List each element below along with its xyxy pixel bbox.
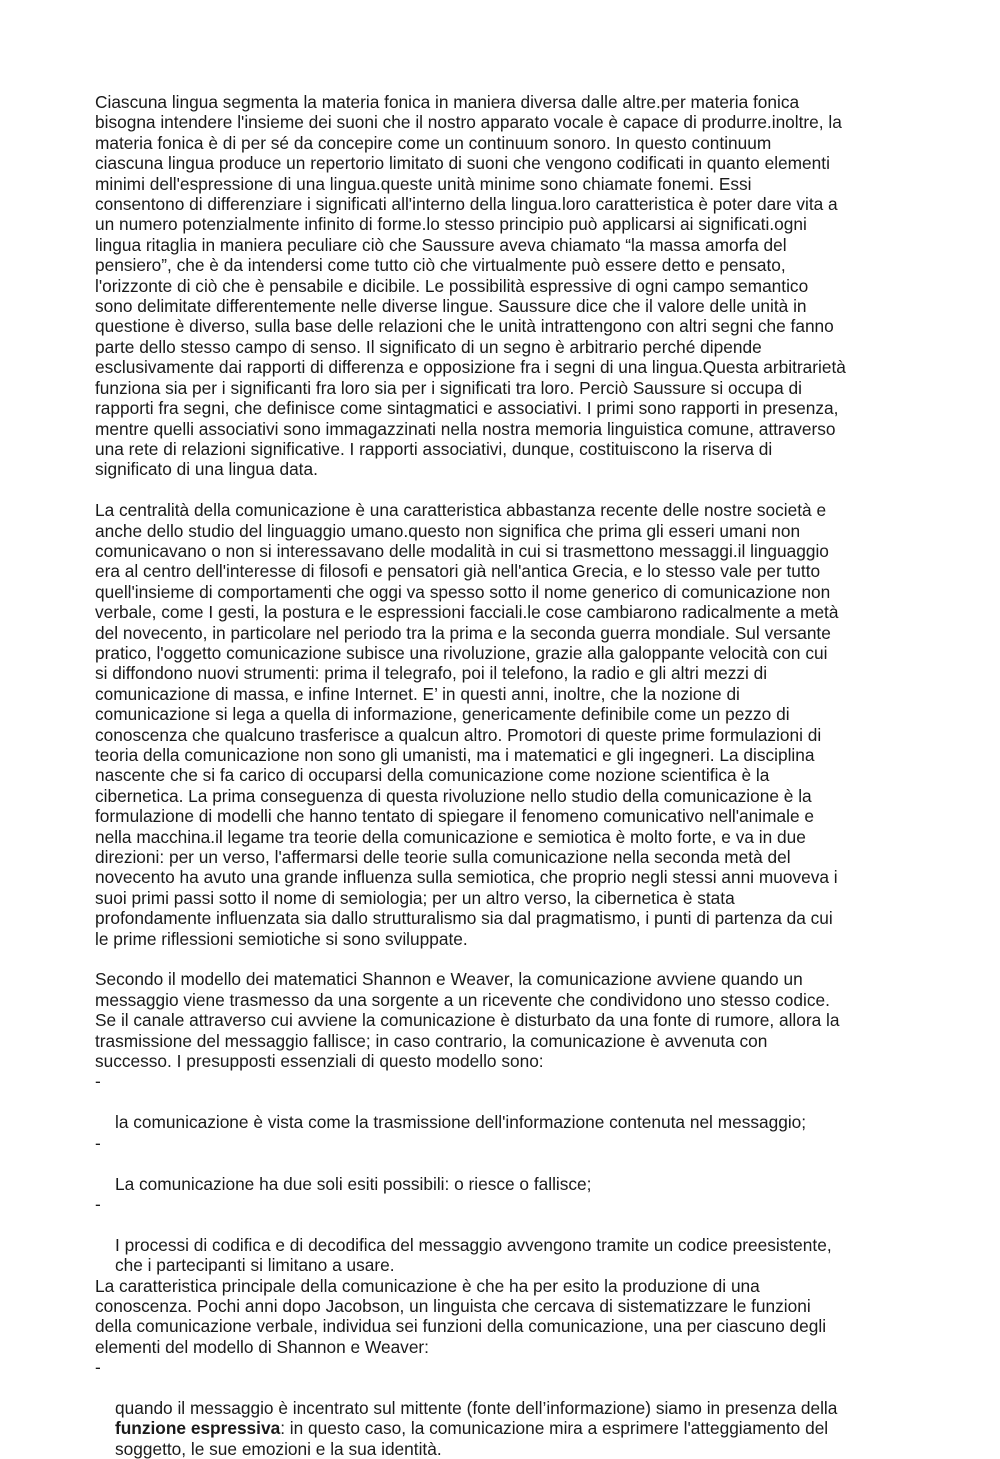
paragraph-gap xyxy=(95,480,907,500)
dash-bullet: - xyxy=(95,1071,101,1092)
paragraph-saussure: Ciascuna lingua segmenta la materia fonica in maniera diversa dalle altre.per materia fonica bisogna intendere l'insieme dei suoni che il nostro apparato vocale è capace di produrre.inoltre, la materia fonica è di per sé da concepire come un continuum sonoro. In questo continuum ciascuna lingua produce un repertorio limitato di suoni che vengono codificati in quanto elementi minimi dell'espressione di una lingua.queste unità minime sono chiamate fonemi. Essi consentono di differenziare i significati all'interno della lingua.loro caratteristica è poter dare vita a un numero potenzialmente infinito di forme.lo stesso principio può applicarsi ai significati.ogni lingua ritaglia in maniera peculiare ciò che Saussure aveva chiamato “la massa amorfa del pensiero”, che è da intendersi come tutto ciò che virtualmente può essere detto e pensato, l'orizzonte di ciò che è pensabile e dicibile. Le possibilità espressive di ogni campo semantico sono delimitate differentemente nelle diverse lingue. Saussure dice che il valore delle unità in questione è diverso, sulla base delle relazioni che le unità intrattengono con altri segni che fanno parte dello stesso campo di senso. Il significato di un segno è arbitrario perché dipende esclusivamente dai rapporti di differenza e opposizione fra i segni di una lingua.Questa arbitrarietà funziona sia per i significanti fra loro sia per i significati tra loro. Perciò Saussure si occupa di rapporti fra segni, che definisce come sintagmatici e associativi. I primi sono rapporti in presenza, mentre quelli associativi sono immagazzinati nella nostra memoria linguistica comune, attraverso una rete di relazioni significative. I rapporti associativi, dunque, costituiscono la riserva di significato di una lingua data. xyxy=(95,92,846,480)
list-item xyxy=(95,1194,907,1276)
paragraph-jacobson: La caratteristica principale della comunicazione è che ha per esito la produzione di una conoscenza. Pochi anni dopo Jacobson, un linguista che cercava di sistematizzare le funzioni della comunicazione verbale, individua sei funzioni della comunicazione, una per ciascuno degli elementi del modello di Shannon e Weaver: xyxy=(95,1275,827,1357)
assumptions-list xyxy=(95,1071,907,1275)
paragraph-shannon-weaver: Secondo il modello dei matematici Shannon e Weaver, la comunicazione avviene quando un messaggio viene trasmesso da una sorgente a un ricevente che condividono uno stesso codice. Se il canale attraverso cui avviene la comunicazione è disturbato da una fonte di rumore, allora la trasmissione del messaggio fallisce; in caso contrario, la comunicazione è avvenuta con successo. I presupposti essenziali di questo modello sono: xyxy=(95,969,840,1072)
paragraph-gap xyxy=(95,949,907,969)
bold-term: funzione espressiva xyxy=(115,1418,281,1439)
list-item-text: la comunicazione è vista come la trasmissione dell'informazione contenuta nel messaggio; xyxy=(115,1112,807,1133)
list-item-text: I processi di codifica e di decodifica del messaggio avvengono tramite un codice preesistente, che i partecipanti si limitano a usare. xyxy=(115,1234,832,1276)
document-page xyxy=(95,92,907,1459)
list-item xyxy=(95,1357,907,1459)
functions-list xyxy=(95,1357,907,1459)
dash-bullet: - xyxy=(95,1132,101,1153)
list-item xyxy=(95,1071,907,1132)
dash-bullet: - xyxy=(95,1357,101,1378)
list-item-text-before: quando il messaggio è incentrato sul mittente (fonte dell’informazione) siamo in presenza della xyxy=(115,1397,838,1418)
list-item-text-after: : in questo caso, la comunicazione mira a esprimere l'atteggiamento del soggetto, le sue emozioni e la sua identità. xyxy=(115,1418,829,1459)
list-item-text: La comunicazione ha due soli esiti possibili: o riesce o fallisce; xyxy=(115,1173,592,1194)
paragraph-communication: La centralità della comunicazione è una caratteristica abbastanza recente delle nostre società e anche dello studio del linguaggio umano.questo non significa che prima gli esseri umani non comunicavano o non si interessavano delle modalità in cui si trasmettono messaggi.il linguaggio era al centro dell'interesse di filosofi e pensatori già nell'antica Grecia, e lo stesso vale per tutto quell'insieme di comportamenti che oggi va spesso sotto il nome generico di comunicazione non verbale, come I gesti, la postura e le espressioni facciali.le cose cambiarono radicalmente a metà del novecento, in particolare nel periodo tra la prima e la seconda guerra mondiale. Sul versante pratico, l'oggetto comunicazione subisce una rivoluzione, grazie alla galoppante velocità con cui si diffondono nuovi strumenti: prima il telegrafo, poi il telefono, la radio e gli altri mezzi di comunicazione di massa, e infine Internet. E’ in questi anni, inoltre, che la nozione di comunicazione si lega a quella di informazione, genericamente definibile come un pezzo di conoscenza che qualcuno trasferisce a qualcun altro. Promotori di queste prime formulazioni di teoria della comunicazione non sono gli umanisti, ma i matematici e gli ingegneri. La disciplina nascente che si fa carico di occuparsi della comunicazione come nozione scientifica è la cibernetica. La prima conseguenza di questa rivoluzione nello studio della comunicazione è la formulazione di modelli che hanno tentato di spiegare il fenomeno comunicativo nell'animale e nella macchina.il legame tra teorie della comunicazione e semiotica è molto forte, e va in due direzioni: per un verso, l'affermarsi delle teorie sulla comunicazione nella seconda metà del novecento ha avuto una grande influenza sulla semiotica, che proprio negli stessi anni muoveva i suoi primi passi sotto il nome di semiologia; per un altro verso, la cibernetica è stata profondamente influenzata sia dallo strutturalismo sia dal pragmatismo, i punti di partenza da cui le prime riflessioni semiotiche si sono sviluppate. xyxy=(95,500,839,949)
dash-bullet: - xyxy=(95,1193,101,1214)
list-item xyxy=(95,1133,907,1194)
